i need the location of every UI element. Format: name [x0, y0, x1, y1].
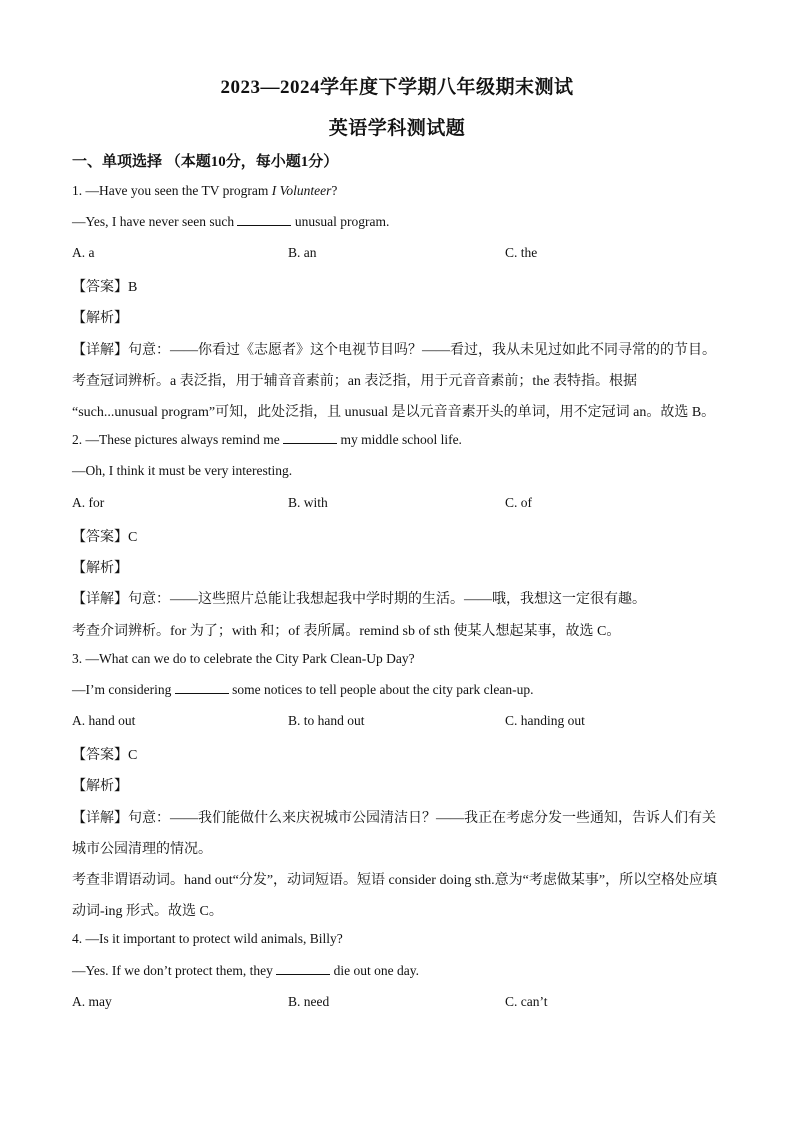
answer-line-2: —Oh, I think it must be very interesting. [72, 463, 293, 478]
answer-text: —Yes. If we don’t protect them, they [72, 963, 277, 978]
option-b: B. with [288, 495, 328, 510]
exam-title: 2023—2024学年度下学期八年级期末测试 [220, 77, 574, 98]
detail-line: 考查介词辨析。for 为了；with 和；of 表所属。remind sb of sth 使某人想起某事，故选 C。 [72, 624, 621, 639]
question-text: my middle school life. [337, 432, 462, 447]
question-3: 3. —What can we do to celebrate the City Park Clean-Up Day? [72, 651, 415, 666]
answer-text: unusual program. [291, 214, 390, 229]
answer-line-1 [72, 214, 389, 230]
analysis-label: 【解析】 [72, 311, 128, 326]
answer-text: some notices to tell people about the city park clean-up. [228, 682, 534, 697]
question-1 [72, 183, 337, 199]
answer-line-4 [72, 963, 419, 979]
answer-label: 【答案】 [72, 748, 128, 763]
exam-subtitle: 英语学科测试题 [328, 118, 466, 139]
option-a: A. for [72, 495, 105, 510]
option-c: C. handing out [505, 713, 585, 728]
answer-value: B [128, 280, 138, 295]
question-2 [72, 432, 462, 448]
option-a: A. hand out [72, 713, 136, 728]
detail-line: 【详解】句意：——我们能做什么来庆祝城市公园清洁日？——我正在考虑分发一些通知，告诉人们有关 [72, 811, 716, 826]
answer-text: die out one day. [330, 963, 419, 978]
answer-row [72, 276, 137, 296]
program-title: I Volunteer [271, 183, 332, 198]
detail-line: 动词-ing 形式。故选 C。 [72, 904, 223, 919]
question-text: 1. —Have you seen the TV program [72, 183, 272, 198]
answer-text: —I’m considering [72, 682, 175, 697]
fill-blank [283, 432, 337, 444]
answer-value: C [128, 748, 138, 763]
detail-line: 考查非谓语动词。hand out“分发”，动词短语。短语 consider doing sth.意为“考虑做某事”，所以空格处应填 [72, 873, 718, 888]
question-mark: ? [331, 183, 338, 198]
analysis-label: 【解析】 [72, 779, 128, 794]
analysis-label: 【解析】 [72, 561, 128, 576]
option-a: A. may [72, 994, 112, 1009]
answer-line-3 [72, 682, 534, 698]
answer-label: 【答案】 [72, 280, 128, 295]
option-b: B. to hand out [288, 713, 365, 728]
detail-line: 城市公园清理的情况。 [72, 842, 212, 857]
detail-line: “such...unusual program”可知，此处泛指，且 unusual 是以元音音素开头的单词，用不定冠词 an。故选 B。 [72, 405, 716, 420]
option-c: C. can’t [505, 994, 548, 1009]
question-text: 2. —These pictures always remind me [72, 432, 284, 447]
question-4: 4. —Is it important to protect wild animals, Billy? [72, 931, 343, 946]
answer-row [72, 526, 137, 546]
answer-row [72, 744, 137, 764]
option-c: C. the [505, 245, 538, 260]
fill-blank [276, 963, 330, 975]
answer-value: C [128, 530, 138, 545]
option-c: C. of [505, 495, 532, 510]
section-heading: 一、单项选择 （本题10分，每小题1分） [72, 154, 339, 170]
detail-line: 考查冠词辨析。a 表泛指，用于辅音音素前；an 表泛指，用于元音音素前；the 表特指。根据 [72, 374, 638, 389]
option-b: B. an [288, 245, 317, 260]
fill-blank [237, 214, 291, 226]
answer-text: —Yes, I have never seen such [72, 214, 238, 229]
option-a: A. a [72, 245, 95, 260]
fill-blank [175, 682, 229, 694]
option-b: B. need [288, 994, 330, 1009]
detail-line: 【详解】句意：——你看过《志愿者》这个电视节目吗？——看过，我从未见过如此不同寻常的的节目。 [72, 343, 716, 358]
detail-line: 【详解】句意：——这些照片总能让我想起我中学时期的生活。——哦，我想这一定很有趣。 [72, 592, 646, 607]
answer-label: 【答案】 [72, 530, 128, 545]
